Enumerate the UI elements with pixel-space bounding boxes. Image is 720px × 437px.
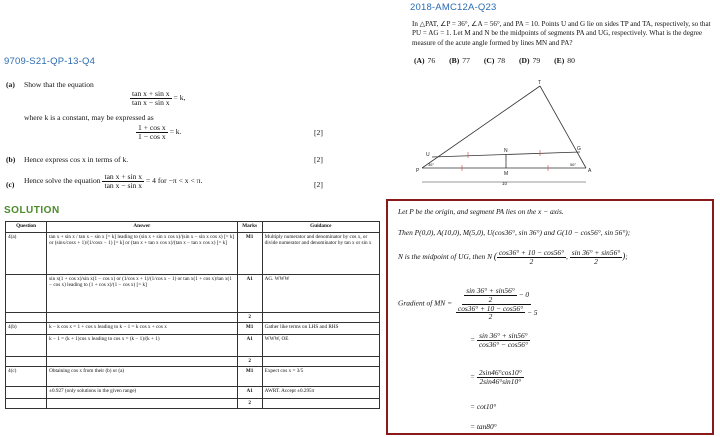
table-row <box>6 335 380 357</box>
cell-marks: 2 <box>237 399 262 409</box>
equation-1: $\frac{\text{tan x + sin x}}{\text{tan x − sin x}}$ = k, <box>132 89 186 107</box>
table-row <box>6 275 380 313</box>
cell-question <box>6 335 47 357</box>
cell-marks: 2 <box>237 357 262 367</box>
cell-marks: A1 <box>237 275 262 313</box>
part-a-text: Show that the equation <box>24 80 94 89</box>
label-n: N <box>504 148 508 154</box>
cell-marks: 2 <box>237 313 262 323</box>
cell-answer: ±0.927 (only solutions in the given range) <box>47 387 238 399</box>
cell-question: 4(c) <box>6 367 47 387</box>
cell-marks: A1 <box>237 335 262 357</box>
part-a-marks: [2] <box>314 128 323 137</box>
cell-answer <box>47 357 238 367</box>
cell-question: 4(a) <box>6 233 47 275</box>
cell-guidance: AG. WWW <box>262 275 379 313</box>
cell-guidance <box>262 357 379 367</box>
gradient-line-5: = tan80° <box>470 422 497 431</box>
label-g: G <box>577 146 581 152</box>
solution-line-2: Then P(0,0), A(10,0), M(5,0), U(cos36°, sin 36°) and G(10 − cos56°, sin 56°); <box>398 228 631 237</box>
header-guidance: Guidance <box>262 222 379 233</box>
cell-guidance <box>262 399 379 409</box>
table-header-row <box>6 222 380 233</box>
angle-a-label: 56° <box>570 162 577 167</box>
label-t: T <box>538 80 542 86</box>
choice-e: (E) 80 <box>554 56 575 65</box>
length-label: 10 <box>502 181 508 186</box>
gradient-line-2: = $\frac{\sin 36^\circ + \sin 56^\circ}{\cos 36^\circ - \cos 56^\circ}$ <box>470 331 528 349</box>
cell-marks: M1 <box>237 233 262 275</box>
cell-answer: k − k cos x = 1 + cos x leading to k − 1 = k cos x + cos x <box>47 323 238 335</box>
cell-marks: M1 <box>237 323 262 335</box>
cell-marks: M1 <box>237 367 262 387</box>
part-c-marks: [2] <box>314 180 323 189</box>
table-row <box>6 233 380 275</box>
cell-marks: A1 <box>237 387 262 399</box>
solution-line-1: Let P be the origin, and segment PA lies on the x − axis. <box>398 207 564 216</box>
amc-code: 2018-AMC12A-Q23 <box>410 2 497 13</box>
label-p: P <box>416 168 420 174</box>
cell-guidance <box>262 313 379 323</box>
header-question: Question <box>6 222 47 233</box>
solution-heading: SOLUTION <box>4 205 60 216</box>
part-b-marks: [2] <box>314 155 323 164</box>
part-b-text: Hence express cos x in terms of k. <box>24 155 129 164</box>
cell-answer <box>47 399 238 409</box>
part-a-where: where k is a constant, may be expressed as <box>24 113 154 122</box>
table-row <box>6 387 380 399</box>
amc-problem-text: In △PAT, ∠P = 36°, ∠A = 56°, and PA = 10. Points U and G lie on sides TP and TA, respectively, so that PU = AG = 1. Let M and N be the midpoints of segments PA and UG, respectively. What is the degree measure of the acute angle formed by lines MN and PA? <box>412 20 711 47</box>
label-a: A <box>588 168 592 174</box>
cell-question: 4(b) <box>6 323 47 335</box>
gradient-line-1: Gradient of MN = $\frac{\sin 36^\circ + \sin 56^\circ}{2}$ − 0 $\frac{\cos 36^\circ + 10 - \cos 56^\circ}{2}$ − 5 <box>398 286 538 322</box>
cell-question <box>6 357 47 367</box>
cell-question <box>6 399 47 409</box>
part-b-label: (b) <box>6 155 16 164</box>
cell-guidance: Gather like terms on LHS and RHS <box>262 323 379 335</box>
cell-question <box>6 387 47 399</box>
part-c-text: Hence solve the equation $\frac{\text{tan x + sin x}}{\text{tan x − sin x}}$ = 4 for −π < x < π. <box>24 172 203 190</box>
label-u: U <box>426 152 430 158</box>
cell-answer: tan x + sin x / tan x − sin x [= k] leading to (sin x + sin x cos x)/(sin x − sin x cos x) [= k] or (sinx/cosx + 1)/(1/cosx − 1) [= k] or (tan x + tan x cos x)/(tan x − tan x cos x) [= k] <box>47 233 238 275</box>
cell-answer: k − 1 = (k + 1)cos x leading to cos x = (k − 1)/(k + 1) <box>47 335 238 357</box>
part-c-label: (c) <box>6 180 15 189</box>
header-answer: Answer <box>47 222 238 233</box>
part-a-label: (a) <box>6 80 15 89</box>
choice-d: (D) 79 <box>519 56 541 65</box>
cell-guidance: WWW, OE <box>262 335 379 357</box>
choice-b: (B) 77 <box>449 56 470 65</box>
cell-answer: sin x(1 + cos x)/sin x(1 − cos x) or (1/cos x + 1)/(1/cos x − 1) or tan x(1 + cos x)/tan x(1 − cos x) leading to (1 + cos x)/(1 − cos x) [= k] <box>47 275 238 313</box>
equation-2: $\frac{\text{1 + cos x}}{\text{1 − cos x}}$ = k. <box>138 123 182 141</box>
choice-a: (A) 76 <box>414 56 436 65</box>
cell-guidance: Multiply numerator and denominator by cos x, or divide numerator and denominator by tan x or sin x <box>262 233 379 275</box>
solution-line-3: N is the midpoint of UG, then N ( $\frac{\cos 36^\circ + 10 - \cos 56^\circ}{2}$ , $\frac{\sin 36^\circ + \sin 56^\circ}{2}$ ); <box>398 248 628 266</box>
cell-question <box>6 275 47 313</box>
choice-c: (C) 78 <box>483 56 505 65</box>
cell-guidance: AWRT. Accept ±0.295π <box>262 387 379 399</box>
cell-guidance: Expect cos x = 3/5 <box>262 367 379 387</box>
gradient-line-3: = $\frac{2\sin 46^\circ\cos 10^\circ}{2\sin 46^\circ\sin 10^\circ}$ <box>470 368 522 386</box>
solution-box <box>386 199 714 435</box>
answer-choices <box>414 56 714 65</box>
question-code: 9709-S21-QP-13-Q4 <box>4 56 96 67</box>
gradient-line-4: = cot10° <box>470 402 497 411</box>
label-m: M <box>504 171 509 177</box>
table-row <box>6 399 380 409</box>
mark-scheme-table <box>5 221 380 409</box>
angle-p-label: 36° <box>428 162 435 167</box>
side-ta <box>540 86 586 168</box>
triangle-figure <box>410 76 610 194</box>
table-row <box>6 313 380 323</box>
header-marks: Marks <box>237 222 262 233</box>
cell-question <box>6 313 47 323</box>
table-row <box>6 357 380 367</box>
table-row <box>6 323 380 335</box>
table-row <box>6 367 380 387</box>
cell-answer <box>47 313 238 323</box>
cell-answer: Obtaining cos x from their (b) or (a) <box>47 367 238 387</box>
